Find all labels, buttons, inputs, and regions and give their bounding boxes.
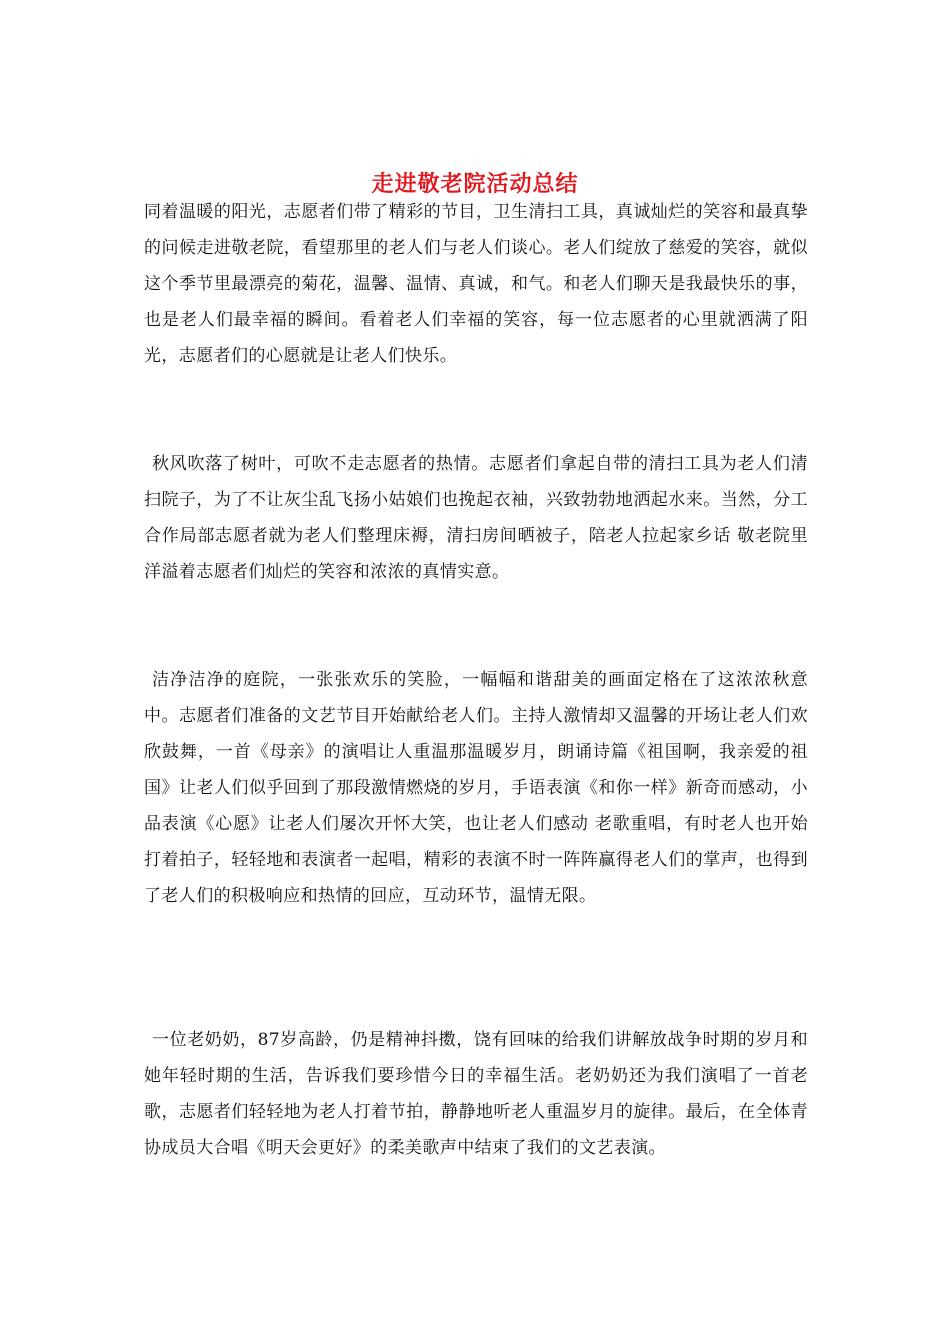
paragraph-1: 同着温暖的阳光，志愿者们带了精彩的节目，卫生清扫工具，真诚灿烂的笑容和最真挚的问候走进敬老院，看望那里的老人们与老人们谈心。老人们绽放了慈爱的笑容，就似这个季节里最漂亮的菊花，温馨、温情、真诚，和气。和老人们聊天是我最快乐的事，也是老人们最幸福的瞬间。看着老人们幸福的笑容，每一位志愿者的心里就洒满了阳光，志愿者们的心愿就是让老人们快乐。	[144, 202, 808, 366]
document-title: 走进敬老院活动总结	[371, 170, 579, 197]
paragraph-2: 秋风吹落了树叶，可吹不走志愿者的热情。志愿者们拿起自带的清扫工具为老人们清扫院子，为了不让灰尘乱飞扬小姑娘们也挽起衣袖，兴致勃勃地洒起水来。当然，分工合作局部志愿者就为老人们整理床褥，清扫房间晒被子，陪老人拉起家乡话 敬老院里洋溢着志愿者们灿烂的笑容和浓浓的真情实意。	[144, 454, 808, 582]
paragraph-4: 一位老奶奶，87岁高龄，仍是精神抖擞，饶有回味的给我们讲解放战争时期的岁月和她年轻时期的生活，告诉我们要珍惜今日的幸福生活。老奶奶还为我们演唱了一首老歌，志愿者们轻轻地为老人打着节拍，静静地听老人重温岁月的旋律。最后，在全体青协成员大合唱《明天会更好》的柔美歌声中结束了我们的文艺表演。	[144, 1030, 808, 1158]
paragraph-3: 洁净洁净的庭院，一张张欢乐的笑脸，一幅幅和谐甜美的画面定格在了这浓浓秋意中。志愿者们准备的文艺节目开始献给老人们。主持人激情却又温馨的开场让老人们欢欣鼓舞，一首《母亲》的演唱让人重温那温暖岁月，朗诵诗篇《祖国啊，我亲爱的祖国》让老人们似乎回到了那段激情燃烧的岁月，手语表演《和你一样》新奇而感动，小品表演《心愿》让老人们屡次开怀大笑，也让老人们感动 老歌重唱，有时老人也开始打着拍子，轻轻地和表演者一起唱，精彩的表演不时一阵阵赢得老人们的掌声，也得到了老人们的积极响应和热情的回应，互动环节，温情无限。	[144, 670, 808, 906]
